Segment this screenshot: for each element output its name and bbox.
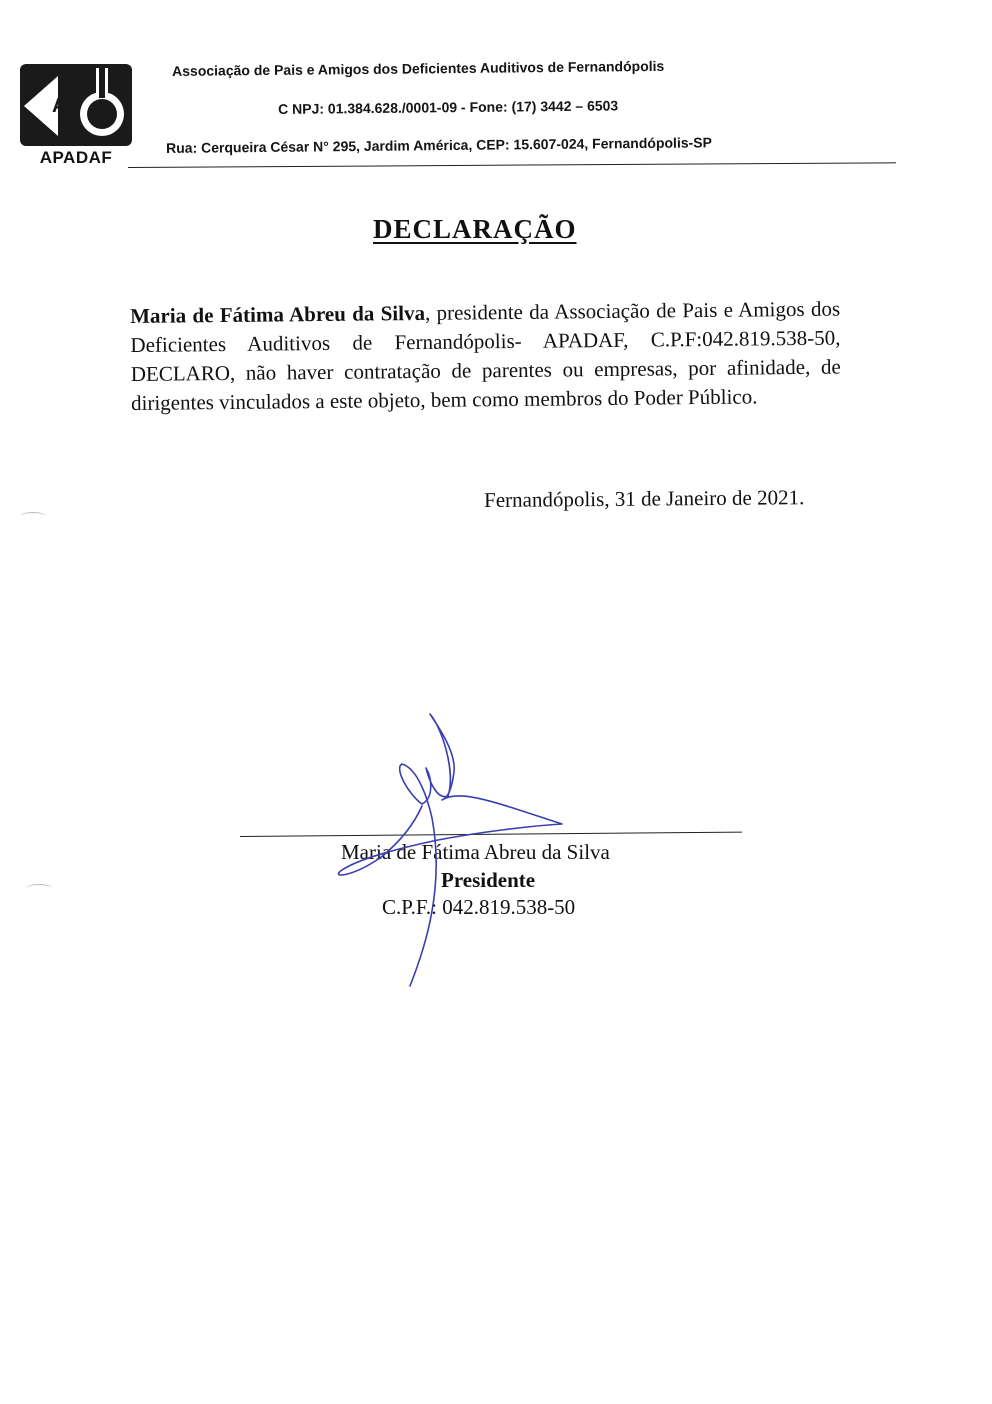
organization-name: Associação de Pais e Amigos dos Deficientes Auditivos de Fernandópolis — [172, 57, 665, 79]
ear-logo-icon — [18, 62, 134, 148]
cnpj-phone: C NPJ: 01.384.628./0001-09 - Fone: (17) 3442 – 6503 — [278, 97, 619, 117]
margin-mark — [20, 512, 46, 521]
signatory-cpf: C.P.F.: 042.819.538-50 — [382, 895, 576, 919]
declaration-text: , presidente da Associação de Pais e Amigos dos Deficientes Auditivos de Fernandópolis- APADAF, C.P.F:042.819.538-50, DECLARO, não haver contratação de parentes ou empresas, por afinidade, de dirigentes vinculados a este objeto, bem como membros do Poder Público. — [130, 296, 841, 415]
margin-mark — [26, 884, 52, 893]
document-title: DECLARAÇÃO — [373, 214, 577, 244]
apadaf-logo — [18, 62, 134, 172]
signatory-role: Presidente — [441, 868, 536, 892]
address: Rua: Cerqueira César N° 295, Jardim América, CEP: 15.607-024, Fernandópolis-SP — [166, 134, 712, 156]
declarant-name: Maria de Fátima Abreu da Silva — [130, 300, 426, 328]
letterhead — [0, 0, 992, 180]
header-divider — [128, 162, 896, 168]
declaration-body — [130, 295, 841, 418]
signatory-name: Maria de Fátima Abreu da Silva — [341, 840, 610, 864]
logo-text: APADAF — [39, 148, 113, 167]
signature-line — [240, 832, 742, 837]
date-place: Fernandópolis, 31 de Janeiro de 2021. — [484, 485, 805, 512]
logo-letter: A — [52, 95, 67, 117]
